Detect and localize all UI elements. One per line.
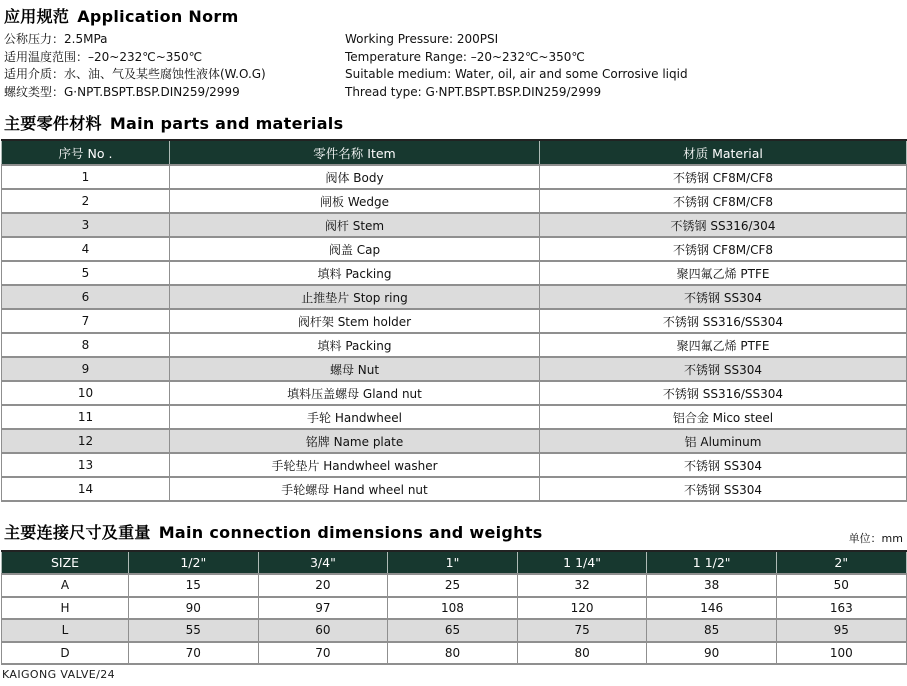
dims-value-5: 50 — [776, 574, 906, 597]
section-dimensions-weights — [0, 518, 907, 665]
part-no: 3 — [2, 213, 170, 237]
dims-row-label: H — [2, 597, 129, 620]
dims-header-cell-2: 3/4" — [258, 551, 388, 574]
parts-table-row-2 — [2, 189, 907, 213]
part-item: 填料 Packing — [170, 333, 540, 357]
parts-table-title-zh: 主要零件材料 — [4, 114, 102, 133]
dims-value-4: 90 — [647, 642, 777, 665]
unit-label: 单位：mm — [848, 532, 903, 545]
spec-line-en-3: Thread type: G·NPT.BSPT.BSP.DIN259/2999 — [345, 84, 602, 99]
spec-line-zh-2: 适用介质：水、油、气及某些腐蚀性液体(W.O.G) — [4, 67, 266, 81]
parts-table-row-9 — [2, 357, 907, 381]
part-material: 聚四氟乙烯 PTFE — [540, 333, 907, 357]
part-item: 闸板 Wedge — [170, 189, 540, 213]
dims-value-5: 163 — [776, 597, 906, 620]
part-material: 不锈钢 SS316/304 — [540, 213, 907, 237]
part-material: 铝合金 Mico steel — [540, 405, 907, 429]
part-item: 止推垫片 Stop ring — [170, 285, 540, 309]
dims-row-label: L — [2, 619, 129, 642]
part-no: 6 — [2, 285, 170, 309]
dims-header-cell-6: 2" — [776, 551, 906, 574]
parts-table-title-en: Main parts and materials — [109, 114, 344, 133]
part-no: 8 — [2, 333, 170, 357]
part-no: 1 — [2, 165, 170, 189]
application-norm-title — [4, 4, 903, 27]
part-no: 14 — [2, 477, 170, 501]
section-parts-materials — [0, 111, 907, 502]
dimensions-table-title-en: Main connection dimensions and weights — [158, 523, 543, 542]
part-item: 阀体 Body — [170, 165, 540, 189]
dims-value-2: 108 — [388, 597, 518, 620]
dims-value-4: 38 — [647, 574, 777, 597]
parts-header-cell-2: 材质 Material — [540, 140, 907, 165]
part-no: 9 — [2, 357, 170, 381]
parts-table-row-6 — [2, 285, 907, 309]
part-item: 手轮垫片 Handwheel washer — [170, 453, 540, 477]
spec-line-zh-1: 适用温度范围：–20~232℃~350℃ — [4, 49, 203, 64]
parts-materials-table — [1, 139, 907, 502]
dims-value-4: 85 — [647, 619, 777, 642]
dims-header-cell-4: 1 1/4" — [517, 551, 647, 574]
dims-header-cell-1: 1/2" — [129, 551, 259, 574]
spec-line-en-0: Working Pressure: 200PSI — [345, 32, 499, 46]
part-item: 填料压盖螺母 Gland nut — [170, 381, 540, 405]
part-material: 不锈钢 SS304 — [540, 453, 907, 477]
dimensions-row-D — [2, 642, 907, 665]
specs-english — [345, 31, 907, 101]
dims-value-3: 32 — [517, 574, 647, 597]
dims-value-0: 55 — [129, 619, 259, 642]
dims-value-1: 20 — [258, 574, 388, 597]
part-item: 手轮螺母 Hand wheel nut — [170, 477, 540, 501]
parts-table-row-13 — [2, 453, 907, 477]
dims-value-0: 70 — [129, 642, 259, 665]
part-material: 不锈钢 SS316/SS304 — [540, 381, 907, 405]
dimensions-table — [1, 550, 907, 665]
part-material: 不锈钢 CF8M/CF8 — [540, 165, 907, 189]
dimensions-heading-row — [0, 518, 903, 547]
application-norm-title-en: Application Norm — [77, 7, 239, 26]
part-material: 不锈钢 SS304 — [540, 285, 907, 309]
dimensions-row-L — [2, 619, 907, 642]
parts-table-row-4 — [2, 237, 907, 261]
part-item: 阀盖 Cap — [170, 237, 540, 261]
dims-header-cell-3: 1" — [388, 551, 518, 574]
part-no: 4 — [2, 237, 170, 261]
part-material: 聚四氟乙烯 PTFE — [540, 261, 907, 285]
parts-table-row-7 — [2, 309, 907, 333]
parts-table-row-8 — [2, 333, 907, 357]
dims-value-2: 65 — [388, 619, 518, 642]
dims-value-1: 70 — [258, 642, 388, 665]
dims-value-3: 75 — [517, 619, 647, 642]
parts-table-header-row — [2, 140, 907, 165]
dims-header-cell-0: SIZE — [2, 551, 129, 574]
dims-value-1: 97 — [258, 597, 388, 620]
part-material: 不锈钢 SS304 — [540, 357, 907, 381]
dims-value-4: 146 — [647, 597, 777, 620]
part-material: 不锈钢 CF8M/CF8 — [540, 237, 907, 261]
part-no: 13 — [2, 453, 170, 477]
application-norm-title-zh: 应用规范 — [4, 7, 70, 26]
parts-table-row-10 — [2, 381, 907, 405]
part-no: 5 — [2, 261, 170, 285]
dims-value-2: 80 — [388, 642, 518, 665]
spec-columns — [4, 31, 907, 101]
parts-table-row-5 — [2, 261, 907, 285]
spec-line-en-2: Suitable medium: Water, oil, air and some Corrosive liqid — [345, 67, 688, 81]
dimensions-table-title-zh: 主要连接尺寸及重量 — [4, 523, 151, 542]
part-item: 铭牌 Name plate — [170, 429, 540, 453]
part-item: 阀杆 Stem — [170, 213, 540, 237]
dims-row-label: D — [2, 642, 129, 665]
spec-line-en-1: Temperature Range: –20~232℃~350℃ — [345, 49, 585, 64]
dims-row-label: A — [2, 574, 129, 597]
parts-table-row-12 — [2, 429, 907, 453]
part-no: 12 — [2, 429, 170, 453]
spec-line-zh-3: 螺纹类型：G·NPT.BSPT.BSP.DIN259/2999 — [4, 84, 240, 99]
part-item: 填料 Packing — [170, 261, 540, 285]
part-no: 10 — [2, 381, 170, 405]
part-no: 11 — [2, 405, 170, 429]
part-item: 阀杆架 Stem holder — [170, 309, 540, 333]
dims-header-cell-5: 1 1/2" — [647, 551, 777, 574]
dimensions-row-A — [2, 574, 907, 597]
parts-table-row-11 — [2, 405, 907, 429]
part-no: 7 — [2, 309, 170, 333]
dims-value-0: 90 — [129, 597, 259, 620]
parts-header-cell-0: 序号 No . — [2, 140, 170, 165]
section-application-norm — [0, 4, 907, 101]
parts-header-cell-1: 零件名称 Item — [170, 140, 540, 165]
part-material: 不锈钢 SS304 — [540, 477, 907, 501]
dims-value-3: 80 — [517, 642, 647, 665]
dims-value-1: 60 — [258, 619, 388, 642]
part-item: 螺母 Nut — [170, 357, 540, 381]
dims-value-5: 95 — [776, 619, 906, 642]
specs-chinese — [4, 31, 345, 101]
parts-table-row-1 — [2, 165, 907, 189]
dims-value-2: 25 — [388, 574, 518, 597]
part-material: 不锈钢 CF8M/CF8 — [540, 189, 907, 213]
dims-value-0: 15 — [129, 574, 259, 597]
part-item: 手轮 Handwheel — [170, 405, 540, 429]
part-no: 2 — [2, 189, 170, 213]
dimensions-table-header-row — [2, 551, 907, 574]
dimensions-table-title — [4, 520, 543, 543]
parts-table-row-14 — [2, 477, 907, 501]
spec-line-zh-0: 公称压力：2.5MPa — [4, 32, 108, 46]
part-material: 不锈钢 SS316/SS304 — [540, 309, 907, 333]
dims-value-3: 120 — [517, 597, 647, 620]
parts-table-title — [4, 111, 903, 134]
part-material: 铝 Aluminum — [540, 429, 907, 453]
footer-text: KAIGONG VALVE/24 — [2, 668, 116, 681]
dims-value-5: 100 — [776, 642, 906, 665]
dimensions-row-H — [2, 597, 907, 620]
parts-table-row-3 — [2, 213, 907, 237]
